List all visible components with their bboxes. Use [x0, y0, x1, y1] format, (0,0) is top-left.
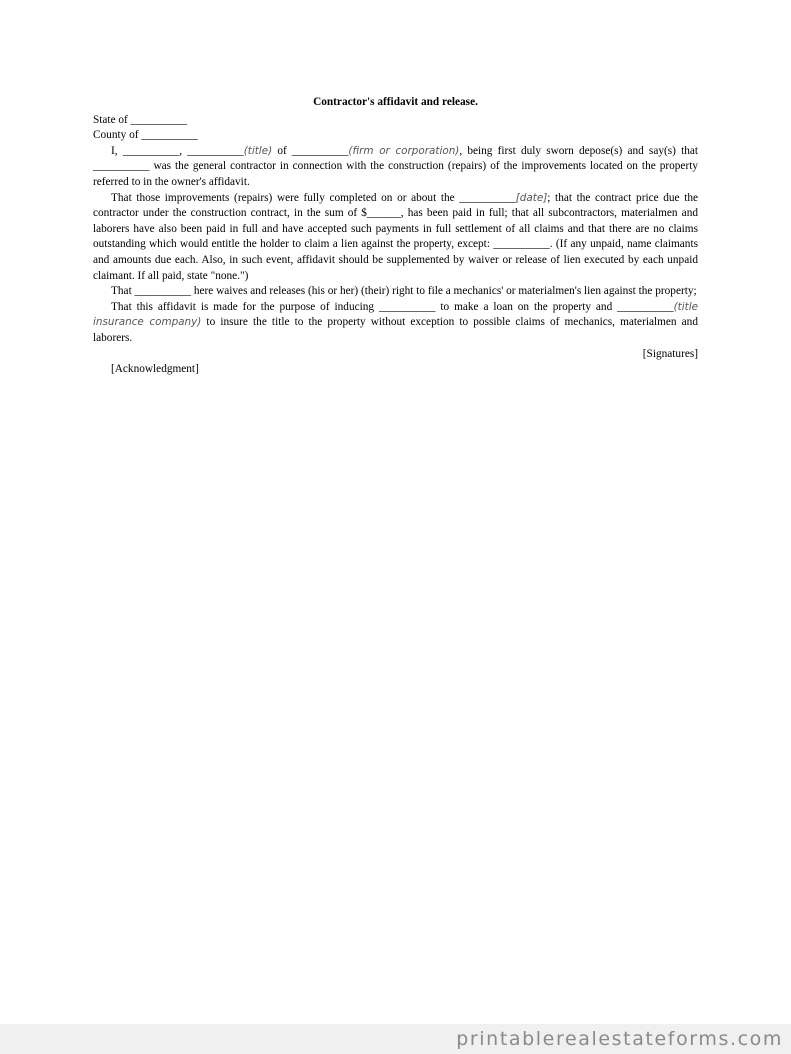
- title-hint: (title): [243, 144, 273, 157]
- paragraph-waiver: That __________ here waives and releases (his or her) (their) right to file a mechanics' or materialmen's lien against the property;: [111, 285, 697, 298]
- signatures-placeholder: [Signatures]: [642, 347, 698, 360]
- p1-text-c: of __________: [272, 144, 349, 157]
- firm-hint: (firm or corporation): [348, 144, 460, 157]
- paragraph-completion: [93, 191, 698, 285]
- p1-text-a: I, __________, __________: [111, 144, 244, 157]
- insurance-hint: (title insurance company): [93, 300, 698, 329]
- footer-bar: [0, 1024, 791, 1054]
- site-watermark: printablerealestateforms.com: [456, 1028, 783, 1050]
- document-title: Contractor's affidavit and release.: [313, 96, 478, 108]
- county-line: County of __________: [93, 129, 198, 142]
- p4-text-a: That this affidavit is made for the purpose of inducing __________ to make a loan on the property and __________: [111, 300, 674, 313]
- acknowledgment-placeholder: [Acknowledgment]: [111, 363, 199, 376]
- state-line: State of __________: [93, 113, 188, 126]
- date-hint: [date]: [515, 191, 548, 204]
- paragraph-deposition: [93, 144, 698, 191]
- p2-text-a: That those improvements (repairs) were fully completed on or about the __________: [111, 191, 516, 204]
- affidavit-document: [93, 95, 698, 378]
- p1-text-e: , being first duly sworn depose(s) and say(s) that __________ was the general contractor in connection with the construction (repairs) of the improvements located on the property referred to in the owner's affidavit.: [93, 144, 699, 188]
- p4-text-c: to insure the title to the property without exception to possible claims of mechanics, materialmen and laborers.: [93, 316, 698, 344]
- paragraph-purpose: [93, 300, 698, 347]
- p2-text-c: ; that the contract price due the contractor under the construction contract, in the sum of $______, has been paid in full; that all subcontractors, materialmen and laborers have also been paid in full and have accepted such payments in full settlement of all claims and that there are no claims outstanding which would entitle the holder to claim a lien against the property, except: __________. (If any unpaid, name claimants and amounts due each. Also, in such event, affidavit should be supplemented by waiver or release of lien executed by each unpaid claimant. If all paid, state "none."): [93, 191, 698, 282]
